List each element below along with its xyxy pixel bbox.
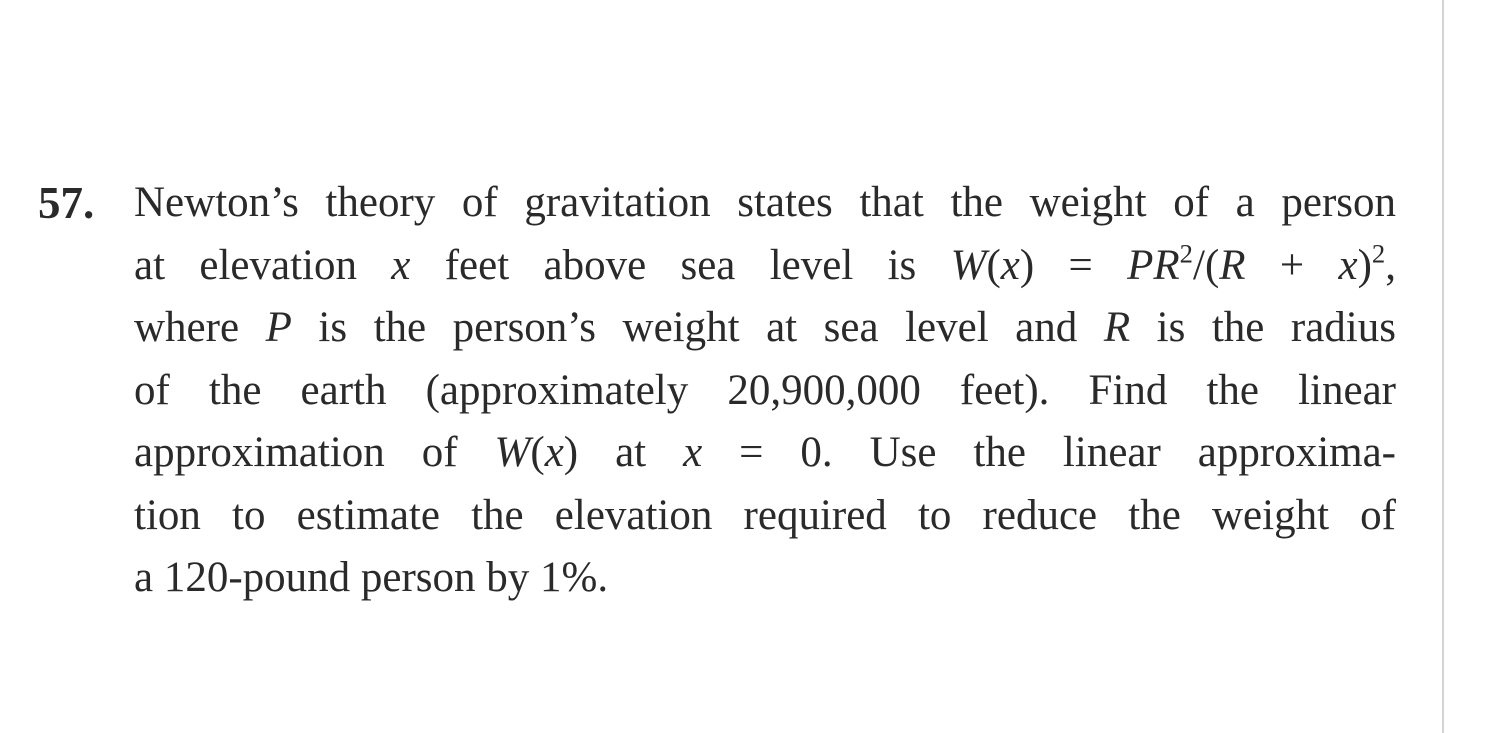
variable-P: P (265, 304, 292, 351)
variable-R: R (1219, 241, 1246, 289)
text-segment: feet above sea level is (410, 241, 951, 289)
variable-x: x (544, 429, 564, 476)
problem-line-3 (134, 297, 1396, 360)
problem-line-7 (134, 547, 1396, 610)
problem-line-4 (134, 360, 1396, 423)
text-segment: is the radius (1130, 304, 1396, 351)
formula-plus: + (1245, 241, 1339, 289)
weight-formula (950, 237, 1396, 289)
problem-line-2 (134, 235, 1396, 298)
formula-paren: ( (986, 241, 1001, 289)
variable-x: x (683, 429, 703, 476)
variable-P: P (1127, 241, 1154, 289)
formula-equals: ) = (1019, 241, 1128, 289)
variable-R: R (1103, 304, 1131, 351)
text-segment: is the person’s weight at sea level and (291, 304, 1104, 351)
problem-line-1 (134, 172, 1396, 235)
variable-W: W (494, 429, 531, 476)
variable-W: W (950, 241, 987, 289)
page-edge-divider (1442, 0, 1444, 733)
text-segment: where (134, 304, 266, 351)
formula-slash: /( (1193, 241, 1220, 289)
formula-paren: ( (530, 429, 545, 476)
problem-number: 57. (38, 178, 95, 228)
text-segment: at elevation (134, 241, 392, 289)
problem-line-6 (134, 485, 1396, 548)
text-segment: a 120-pound person by 1%. (134, 554, 609, 601)
problem-line-5 (134, 422, 1396, 485)
text-segment: tion to estimate the elevation required to reduce the weight of (134, 491, 1396, 539)
exponent: 2 (1371, 237, 1386, 268)
text-segment: Newton’s theory of gravitation states that the weight of a person (134, 179, 1396, 226)
variable-x: x (391, 241, 411, 289)
variable-x: x (1338, 241, 1358, 289)
variable-R: R (1153, 241, 1180, 289)
formula-comma: , (1385, 241, 1396, 289)
text-segment: approximation of (134, 429, 495, 476)
formula-paren: ) (1357, 241, 1372, 289)
problem-text (134, 172, 1396, 610)
text-segment: = 0. Use the linear approxima- (702, 429, 1396, 476)
exponent: 2 (1179, 237, 1193, 268)
text-segment: of the earth (approximately 20,900,000 feet). Find the linear (134, 366, 1396, 414)
text-segment: ) at (563, 429, 684, 476)
variable-x: x (1000, 241, 1020, 289)
